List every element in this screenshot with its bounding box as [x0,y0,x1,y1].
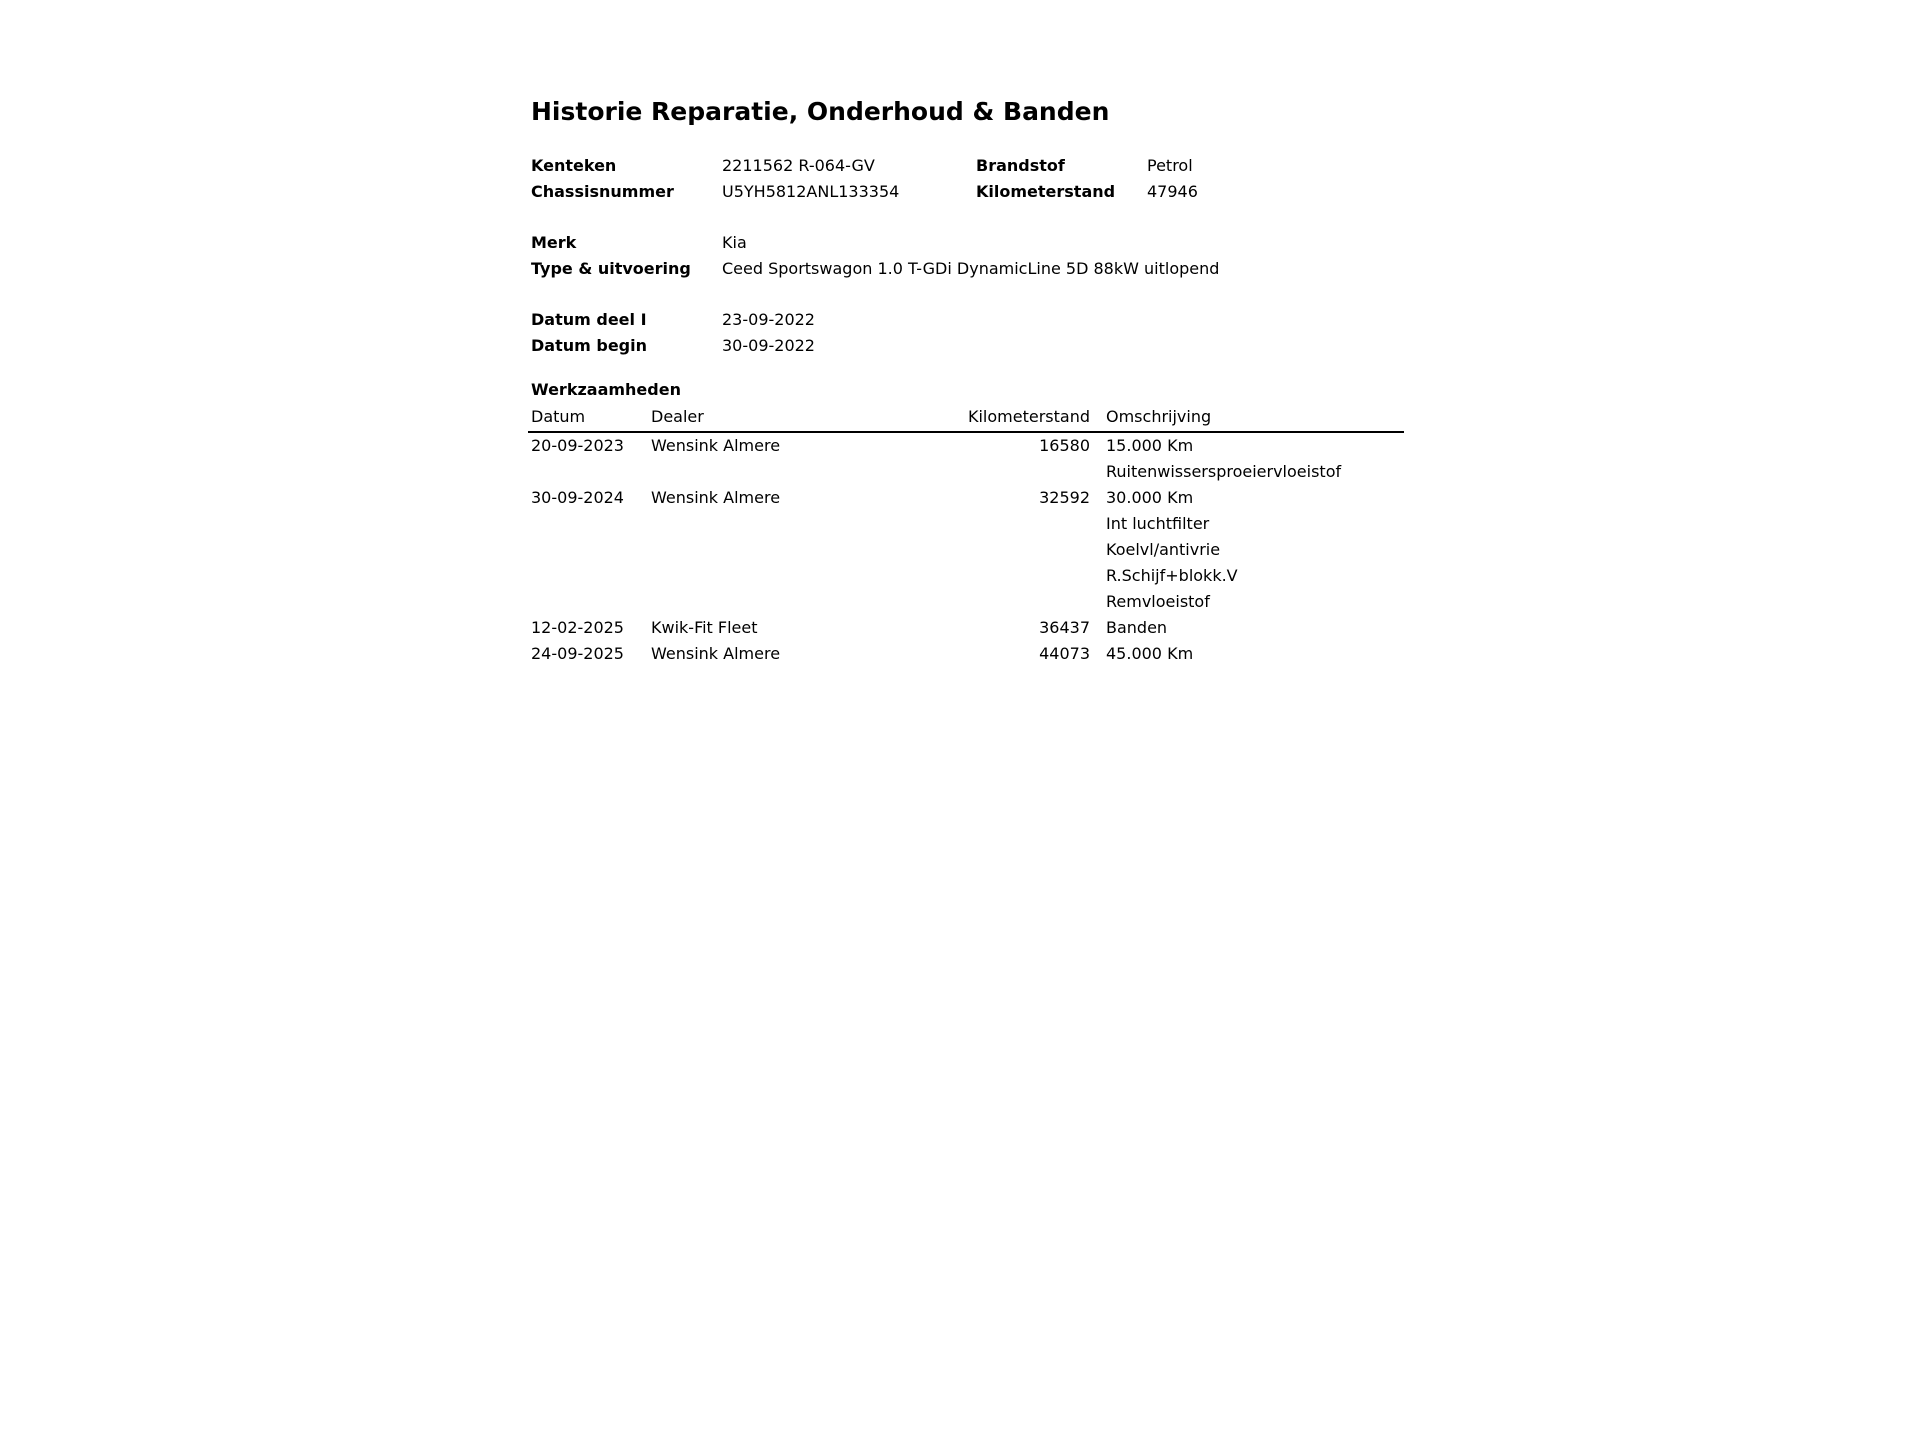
info-row-datum-deel [531,307,1411,333]
cell-spacer [1093,563,1103,589]
cell-dealer: Kwik-Fit Fleet [651,618,758,637]
cell-datum [528,459,648,485]
vehicle-info [531,153,1411,359]
kenteken-label: Kenteken [531,156,617,175]
cell-kilometerstand [948,459,1093,485]
cell-omschrijving: 30.000 Km [1106,488,1194,507]
table-row [528,589,1404,615]
header-omschrijving: Omschrijving [1103,403,1404,432]
cell-datum [528,563,648,589]
kilometerstand-label: Kilometerstand [976,182,1116,201]
cell-omschrijving: R.Schijf+blokk.V [1106,566,1238,585]
merk-value: Kia [722,233,747,252]
document-page [531,92,1411,667]
info-row-kenteken [531,153,1411,179]
cell-datum [528,511,648,537]
cell-spacer [1093,537,1103,563]
datum-deel-value: 23-09-2022 [722,310,815,329]
cell-kilometerstand: 44073 [1039,644,1090,663]
cell-dealer: Wensink Almere [651,436,781,455]
cell-dealer: Wensink Almere [651,644,781,663]
table-row [528,615,1404,641]
cell-omschrijving: Banden [1106,618,1168,637]
table-row [528,641,1404,667]
cell-omschrijving: Remvloeistof [1106,592,1210,611]
cell-omschrijving: 15.000 Km [1106,436,1194,455]
table-header-row [528,403,1404,432]
table-row [528,432,1404,459]
cell-omschrijving: Ruitenwissersproeiervloeistof [1106,462,1342,481]
cell-kilometerstand [948,511,1093,537]
cell-omschrijving: 45.000 Km [1106,644,1194,663]
cell-dealer [648,537,948,563]
cell-dealer [648,589,948,615]
page-title: Historie Reparatie, Onderhoud & Banden [531,97,1110,126]
cell-dealer [648,511,948,537]
cell-kilometerstand: 36437 [1039,618,1090,637]
cell-kilometerstand [948,563,1093,589]
cell-kilometerstand [948,589,1093,615]
kenteken-value: 2211562 R-064-GV [722,156,875,175]
table-row [528,485,1404,511]
type-label: Type & uitvoering [531,259,691,278]
header-kilometerstand: Kilometerstand [948,403,1093,432]
cell-omschrijving: Int luchtfilter [1106,514,1210,533]
header-spacer [1093,403,1103,432]
brandstof-value: Petrol [1147,156,1193,175]
cell-dealer: Wensink Almere [651,488,781,507]
merk-label: Merk [531,233,577,252]
info-row-merk [531,230,1411,256]
cell-datum: 30-09-2024 [531,488,624,507]
werkzaamheden-table [528,403,1404,667]
cell-omschrijving: Koelvl/antivrie [1106,540,1221,559]
cell-datum: 24-09-2025 [531,644,624,663]
cell-datum [528,537,648,563]
cell-datum [528,589,648,615]
table-row [528,459,1404,485]
brandstof-label: Brandstof [976,156,1065,175]
werkzaamheden-title: Werkzaamheden [531,380,681,399]
cell-kilometerstand: 32592 [1039,488,1090,507]
type-value: Ceed Sportswagon 1.0 T-GDi DynamicLine 5D 88kW uitlopend [722,259,1220,278]
header-datum: Datum [528,403,648,432]
cell-spacer [1093,459,1103,485]
chassis-value: U5YH5812ANL133354 [722,182,900,201]
cell-dealer [648,563,948,589]
header-dealer: Dealer [648,403,948,432]
cell-kilometerstand: 16580 [1039,436,1090,455]
cell-dealer [648,459,948,485]
chassis-label: Chassisnummer [531,182,674,201]
cell-datum: 12-02-2025 [531,618,624,637]
cell-datum: 20-09-2023 [531,436,624,455]
cell-spacer [1093,615,1103,641]
cell-spacer [1093,641,1103,667]
table-row [528,537,1404,563]
datum-begin-value: 30-09-2022 [722,336,815,355]
table-row [528,563,1404,589]
cell-kilometerstand [948,537,1093,563]
info-row-chassis [531,179,1411,205]
table-row [528,511,1404,537]
info-row-type [531,256,1411,282]
kilometerstand-value: 47946 [1147,182,1198,201]
cell-spacer [1093,485,1103,511]
cell-spacer [1093,589,1103,615]
cell-spacer [1093,511,1103,537]
datum-begin-label: Datum begin [531,336,647,355]
cell-spacer [1093,432,1103,459]
info-row-datum-begin [531,333,1411,359]
datum-deel-label: Datum deel I [531,310,647,329]
